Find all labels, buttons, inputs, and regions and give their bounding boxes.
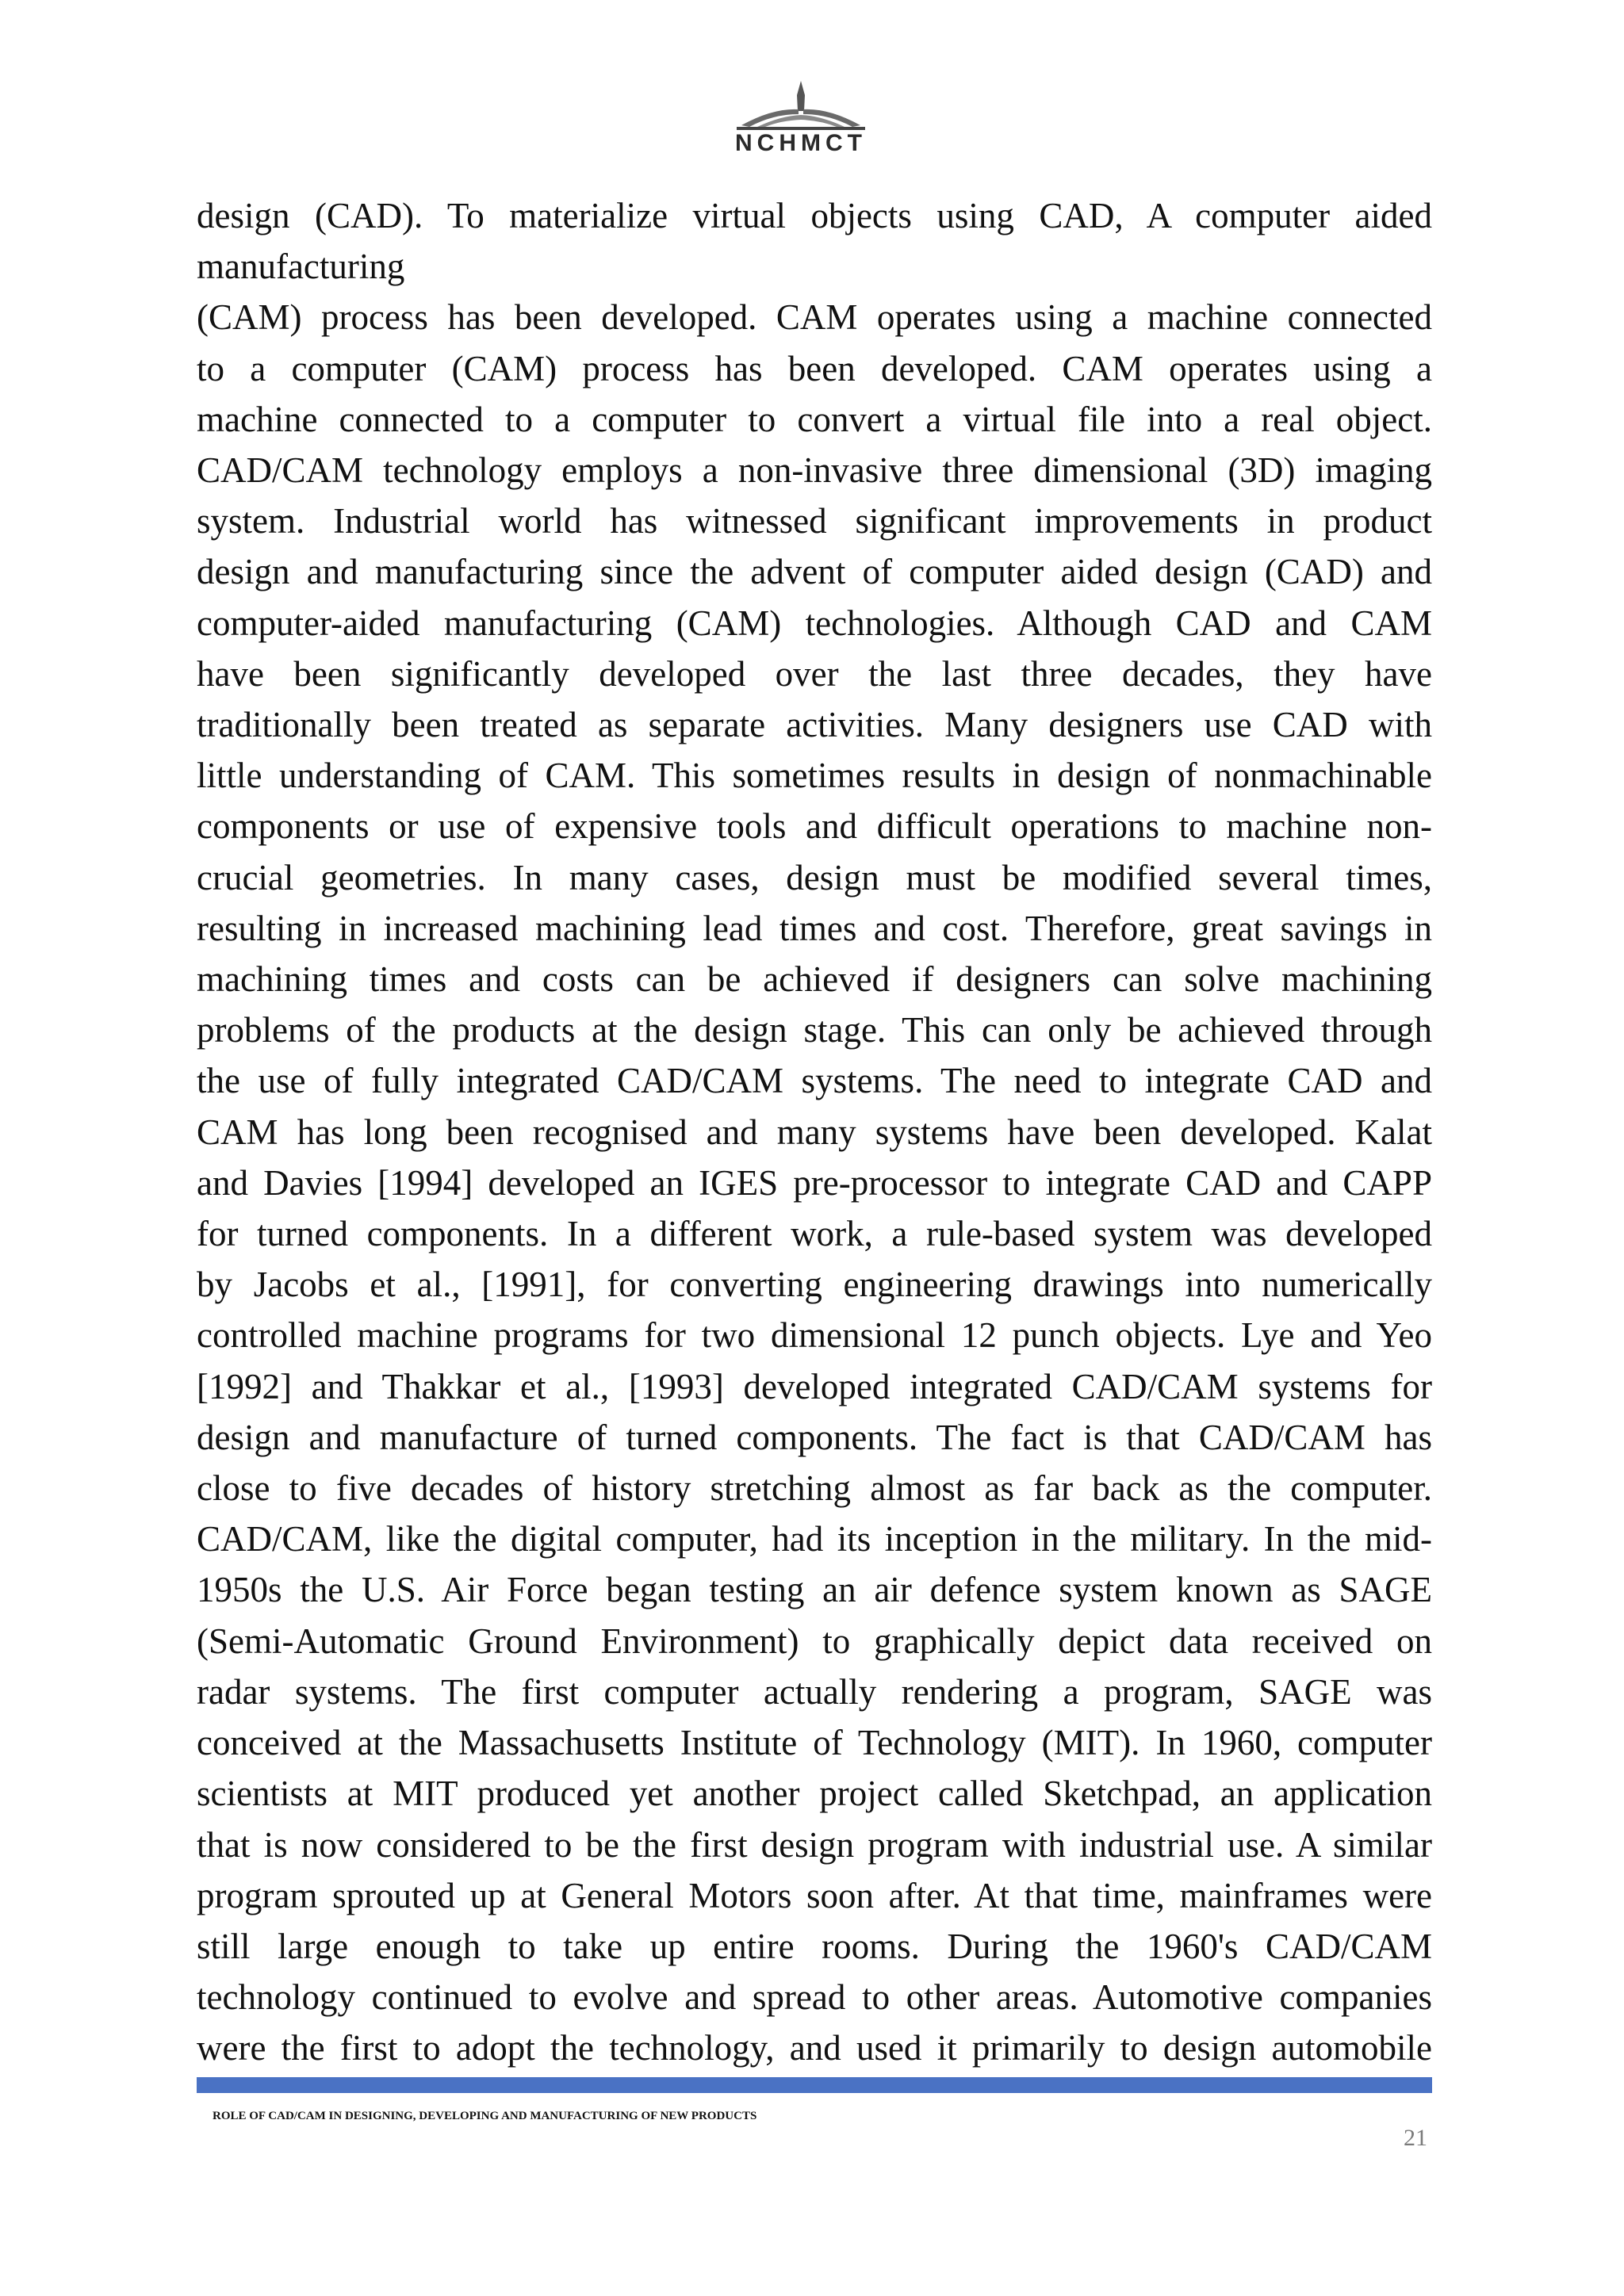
text-line: computer-aided manufacturing (CAM) technologies. Although CAD and CAM <box>197 603 1432 643</box>
body-text <box>197 190 1432 2074</box>
text-line: (Semi-Automatic Ground Environment) to graphically depict data received on <box>197 1621 1432 1661</box>
text-line: conceived at the Massachusetts Institute of Technology (MIT). In 1960, computer <box>197 1723 1432 1763</box>
text-line: have been significantly developed over the last three decades, they have <box>197 653 1432 694</box>
text-line: CAM has long been recognised and many systems have been developed. Kalat <box>197 1112 1432 1152</box>
text-line: scientists at MIT produced yet another project called Sketchpad, an application <box>197 1774 1432 1814</box>
text-line: manufacturing <box>197 247 405 287</box>
text-line: radar systems. The first computer actually rendering a program, SAGE was <box>197 1671 1432 1712</box>
text-line: that is now considered to be the first design program with industrial use. A similar <box>197 1824 1432 1865</box>
text-line: technology continued to evolve and spread to other areas. Automotive companies <box>197 1977 1432 2018</box>
text-line: resulting in increased machining lead times and cost. Therefore, great savings in <box>197 908 1432 948</box>
footer-title: ROLE OF CAD/CAM IN DESIGNING, DEVELOPING AND MANUFACTURING OF NEW PRODUCTS <box>213 2110 757 2122</box>
logo-arch-icon <box>726 79 876 132</box>
text-line: program sprouted up at General Motors soon after. At that time, mainframes were <box>197 1875 1432 1915</box>
text-line: were the first to adopt the technology, and used it primarily to design automobile <box>197 2028 1432 2068</box>
text-line: crucial geometries. In many cases, design must be modified several times, <box>197 857 1432 897</box>
text-line: machining times and costs can be achieved if designers can solve machining <box>197 959 1432 1000</box>
text-line: system. Industrial world has witnessed significant improvements in product <box>197 501 1432 541</box>
text-line: little understanding of CAM. This sometimes results in design of nonmachinable <box>197 756 1432 796</box>
text-line: close to five decades of history stretching almost as far back as the computer. <box>197 1468 1432 1509</box>
text-line: machine connected to a computer to convert a virtual file into a real object. <box>197 399 1432 439</box>
text-line: traditionally been treated as separate activities. Many designers use CAD with <box>197 705 1432 745</box>
text-line: and Davies [1994] developed an IGES pre-processor to integrate CAD and CAPP <box>197 1162 1432 1203</box>
text-line: CAD/CAM, like the digital computer, had its inception in the military. In the mid- <box>197 1519 1432 1559</box>
text-line: the use of fully integrated CAD/CAM systems. The need to integrate CAD and <box>197 1061 1432 1101</box>
text-line: still large enough to take up entire rooms. During the 1960's CAD/CAM <box>197 1926 1432 1966</box>
text-line: by Jacobs et al., [1991], for converting engineering drawings into numerically <box>197 1265 1432 1305</box>
logo-text: NCHMCT <box>735 130 867 156</box>
text-line: 1950s the U.S. Air Force began testing an air defence system known as SAGE <box>197 1570 1432 1610</box>
page-number: 21 <box>1404 2125 1427 2151</box>
text-line: [1992] and Thakkar et al., [1993] developed integrated CAD/CAM systems for <box>197 1366 1432 1406</box>
nchmct-logo <box>726 79 876 159</box>
text-line: to a computer (CAM) process has been developed. CAM operates using a <box>197 348 1432 388</box>
text-line: design and manufacture of turned components. The fact is that CAD/CAM has <box>197 1417 1432 1457</box>
text-line: design and manufacturing since the advent of computer aided design (CAD) and <box>197 552 1432 592</box>
text-line: (CAM) process has been developed. CAM operates using a machine connected <box>197 297 1432 338</box>
text-line: controlled machine programs for two dimensional 12 punch objects. Lye and Yeo <box>197 1315 1432 1356</box>
text-line: for turned components. In a different work, a rule-based system was developed <box>197 1214 1432 1254</box>
footer-rule <box>197 2077 1432 2093</box>
text-line: components or use of expensive tools and difficult operations to machine non- <box>197 806 1432 847</box>
text-line: problems of the products at the design stage. This can only be achieved through <box>197 1010 1432 1050</box>
text-line: design (CAD). To materialize virtual objects using CAD, A computer aided <box>197 196 1432 235</box>
text-line: CAD/CAM technology employs a non-invasive three dimensional (3D) imaging <box>197 450 1432 491</box>
